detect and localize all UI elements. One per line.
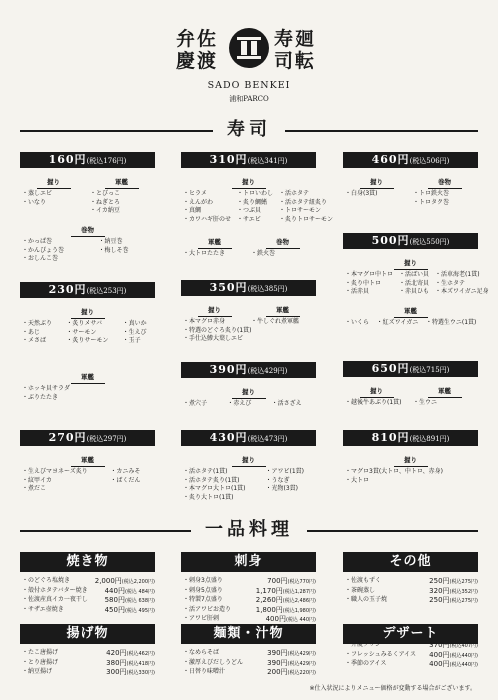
list-item: ・ホッキ貝サラダ xyxy=(22,385,70,392)
list-item: ・活ホタテ(1貫) xyxy=(183,468,228,475)
footer-note: ※仕入状況によりメニュー価格が変動する場合がございます。 xyxy=(309,685,476,692)
list-item: ・ばくだん xyxy=(110,476,141,484)
dish-price xyxy=(267,649,316,659)
dish-price xyxy=(105,596,155,606)
dish-category-bar: 揚げ物 xyxy=(20,624,155,644)
list-item: ・煮だこ xyxy=(22,485,47,492)
list-item: ・トロサーモン xyxy=(279,207,322,214)
dish-price xyxy=(256,606,316,616)
dish-price xyxy=(106,649,155,659)
category-label: 握り xyxy=(181,177,316,189)
dish-price xyxy=(256,596,316,606)
section-title: 一品料理 xyxy=(191,518,307,542)
price-tier-bar xyxy=(20,430,155,446)
list-item xyxy=(345,660,478,670)
tier-price: 810円 xyxy=(371,431,410,444)
list-item: ・赤貝ひも xyxy=(399,288,430,295)
list-item: ・うなぎ xyxy=(265,476,290,484)
list-item: ・手仕込鯵大葉しエビ xyxy=(183,335,244,342)
tier-price: 270円 xyxy=(48,431,87,444)
list-item: ・生ホタテ xyxy=(435,279,466,287)
list-item: ・煮穴子 xyxy=(183,400,208,407)
tax-price: (税込 440円) xyxy=(285,617,316,624)
tax-price: (税込440円) xyxy=(449,652,478,659)
item-list xyxy=(22,468,155,494)
list-item: ・トロいわし xyxy=(237,190,274,197)
list-item: ・本マグロ赤身 xyxy=(183,318,226,325)
list-item: ・とびっこ xyxy=(90,190,121,197)
dish-name: ・殻付ホタテバター焼き xyxy=(22,586,88,594)
item-list xyxy=(183,318,252,344)
category-label: 軍艦 xyxy=(249,305,316,317)
list-item xyxy=(183,649,316,659)
list-item xyxy=(345,577,478,587)
tier-tax-price: (税込473円) xyxy=(247,435,288,443)
item-list xyxy=(251,318,316,327)
list-item: ・炙りトロサーモン xyxy=(279,215,334,223)
item-list xyxy=(90,190,155,216)
price-tier-bar xyxy=(181,362,316,378)
branch-name: 浦和PARCO xyxy=(229,95,269,103)
dish-name: ・なめらそば xyxy=(183,649,220,656)
tax-price: (税込275円) xyxy=(449,598,478,605)
list-item: ・梅しそ巻 xyxy=(98,246,129,254)
category-label: 握り xyxy=(181,455,316,467)
list-item: ・蒸しエビ xyxy=(22,190,53,197)
list-item: ・活ホタテ xyxy=(279,190,310,197)
item-list xyxy=(345,468,478,485)
item-list xyxy=(183,400,316,409)
tax-price: (税込 638円) xyxy=(124,598,155,605)
list-item: ・真鯛 xyxy=(183,207,202,214)
dish-price xyxy=(429,660,478,670)
list-item: ・鉄火巻 xyxy=(251,250,276,257)
list-item: ・ヒラメ xyxy=(183,190,207,197)
tax-price: (税込330円) xyxy=(126,670,155,677)
dish-category-bar: 刺身 xyxy=(181,552,316,572)
item-list xyxy=(251,250,316,259)
dish-price xyxy=(95,577,155,587)
list-item: ・炙り大トロ(1貫) xyxy=(183,493,234,501)
list-item: ・炙りメサバ xyxy=(66,320,102,327)
list-item xyxy=(183,596,316,606)
list-item: ・赤えび xyxy=(227,400,252,407)
list-item xyxy=(22,587,155,597)
dish-price xyxy=(106,668,155,678)
list-item: ・いくら xyxy=(345,319,370,326)
tax-price: (税込418円) xyxy=(126,660,155,667)
tax-price: (税込352円) xyxy=(449,588,478,595)
dish-list xyxy=(183,649,316,678)
list-item xyxy=(22,606,155,616)
list-item: ・本マグロ大トロ(1貫) xyxy=(183,485,246,492)
dish-name: ・たこ唐揚げ xyxy=(22,649,59,656)
dish-price xyxy=(105,587,155,597)
dish-price xyxy=(429,651,478,661)
logo-text-left: 弁佐 慶渡 xyxy=(175,28,218,72)
tier-price: 310円 xyxy=(209,153,248,166)
list-item: ・かんぴょう巻 xyxy=(22,246,65,254)
price-value: 390円 xyxy=(267,649,288,657)
list-item: ・大トロ xyxy=(345,476,370,484)
dish-name: ・激厚えびだしうどん xyxy=(183,658,244,666)
list-item: ・特選のどぐろ炙り(1貫) xyxy=(183,326,252,334)
list-item: ・おしんこ巻 xyxy=(22,255,59,262)
dish-price xyxy=(267,668,316,678)
tax-price: (税込440円) xyxy=(449,662,478,669)
category-label: 握り xyxy=(343,386,410,398)
price-tier-bar xyxy=(181,280,316,296)
dish-price xyxy=(429,577,478,587)
category-label: 巻物 xyxy=(20,225,155,237)
tax-price: (税込2,486円) xyxy=(282,598,316,605)
dish-price xyxy=(267,577,316,587)
list-item xyxy=(22,659,155,669)
item-list xyxy=(22,320,155,346)
dish-name: ・アワビ肝刺 xyxy=(183,615,220,623)
dish-price xyxy=(429,641,478,651)
list-item: ・かっぱ巻 xyxy=(22,238,53,245)
dish-list xyxy=(345,577,478,606)
list-item xyxy=(22,596,155,606)
tier-tax-price: (税込297円) xyxy=(86,435,127,443)
tax-price: (税込2,200円) xyxy=(121,579,155,585)
list-item: ・活赤貝 xyxy=(345,288,370,295)
list-item xyxy=(22,668,155,678)
dish-name: ・フレッシュみるくアイス xyxy=(345,650,416,658)
price-value: 200円 xyxy=(267,668,288,677)
tier-price: 350円 xyxy=(209,281,248,294)
dish-category-bar: 焼き物 xyxy=(20,552,155,572)
section-title: 寿司 xyxy=(213,118,285,142)
list-item: ・炙り鯛鰭 xyxy=(237,198,268,206)
logo-text-right: 寿廻 司転 xyxy=(273,28,316,72)
dish-name: ・のどぐろ塩焼き xyxy=(22,577,71,584)
dish-price xyxy=(429,596,478,606)
price-tier-bar xyxy=(343,233,478,249)
price-tier-bar xyxy=(343,361,478,377)
tier-price: 160円 xyxy=(48,153,87,166)
list-item xyxy=(22,649,155,659)
list-item: ・特選生ウニ(1貫) xyxy=(425,319,477,326)
price-value: 370円 xyxy=(429,641,450,649)
tier-price: 650円 xyxy=(371,362,410,375)
tier-tax-price: (税込550円) xyxy=(409,238,450,246)
list-item: ・ぶりたたき xyxy=(22,393,59,401)
list-item: ・メさば xyxy=(22,337,47,344)
list-item xyxy=(22,577,155,587)
list-item: ・活ホタテ紐炙り xyxy=(279,198,328,206)
list-item: ・紋甲イカ xyxy=(22,476,52,484)
price-value: 450円 xyxy=(104,605,125,614)
tax-price: (税込1,287円) xyxy=(282,588,316,595)
category-label: 軍艦 xyxy=(411,386,478,398)
logo-seal-icon xyxy=(229,28,269,68)
list-item: ・白身(3貫) xyxy=(345,190,378,197)
tax-price: (税込275円) xyxy=(449,579,478,585)
price-value: 300円 xyxy=(106,668,127,677)
list-item: ・マグロ3貫(大トロ、中トロ、赤身) xyxy=(345,468,444,475)
list-item: ・真いか xyxy=(122,320,147,327)
list-item: ・納豆巻 xyxy=(98,238,123,245)
list-item: ・アワビ(1貫) xyxy=(265,468,304,475)
category-label: 巻物 xyxy=(249,237,316,249)
dish-name: ・佐渡もずく xyxy=(345,577,382,584)
list-item: ・活北寄貝 xyxy=(399,279,430,287)
tier-tax-price: (税込429円) xyxy=(247,367,288,375)
section-sushi-header xyxy=(0,118,498,142)
list-item: ・牛しぐれ煮軍艦 xyxy=(251,318,300,325)
price-tier-bar xyxy=(20,152,155,168)
list-item: ・生えび xyxy=(122,328,147,336)
list-item: ・活ばい貝 xyxy=(399,271,430,278)
price-tier-bar xyxy=(343,430,478,446)
dish-name: ・弁慶プリン xyxy=(345,641,381,648)
tax-price: (税込 495円) xyxy=(124,607,155,614)
item-list xyxy=(413,190,478,207)
dish-name: ・活アワビお造り xyxy=(183,605,232,613)
price-value: 400円 xyxy=(265,615,286,624)
category-label: 巻物 xyxy=(411,177,478,189)
dish-price xyxy=(106,659,155,669)
tier-price: 230円 xyxy=(48,283,87,296)
list-item: ・大トロたたき xyxy=(183,250,226,257)
tax-price: (税込407円) xyxy=(449,643,478,649)
list-item: ・つぶ貝 xyxy=(237,207,262,214)
category-label: 握り xyxy=(20,307,155,319)
tax-price: (税込462円) xyxy=(126,651,155,657)
dish-name: ・刺身3点盛り xyxy=(183,577,223,584)
list-item: ・トロタク巻 xyxy=(413,198,450,206)
list-item xyxy=(345,641,478,651)
dish-list xyxy=(345,641,478,670)
price-value: 700円 xyxy=(267,577,288,585)
dish-category-bar: 麺類・汁物 xyxy=(181,624,316,644)
list-item: ・本マグロ中トロ xyxy=(345,271,394,278)
price-value: 400円 xyxy=(429,650,450,659)
price-value: 1,800円 xyxy=(255,605,283,614)
brand-logo xyxy=(0,20,498,110)
tier-price: 430円 xyxy=(209,431,248,444)
tax-price: (税込220円) xyxy=(287,670,316,677)
item-list xyxy=(22,190,87,207)
tier-tax-price: (税込341円) xyxy=(247,157,288,165)
dish-name: ・職人の玉子焼 xyxy=(345,596,388,604)
list-item xyxy=(183,587,316,597)
tier-price: 500円 xyxy=(371,234,410,247)
item-list xyxy=(345,319,478,328)
item-list xyxy=(345,271,489,297)
list-item: ・サーモン xyxy=(66,328,97,336)
list-item: ・生えびマヨネーズ炙り xyxy=(22,468,88,475)
tax-price: (税込 484円) xyxy=(124,588,155,595)
list-item: ・本ズワイガニ足身 xyxy=(435,288,489,295)
dish-name: ・季節のアイス xyxy=(345,660,387,668)
list-item: ・光物(3貫) xyxy=(265,485,298,492)
price-value: 440円 xyxy=(104,586,125,595)
list-item: ・越後牛あぶり(1貫) xyxy=(345,399,402,406)
list-item: ・炙りサーモン xyxy=(66,337,109,344)
dish-name: ・サザエ壺焼き xyxy=(22,605,64,613)
dish-price xyxy=(267,659,316,669)
list-item: ・トロ鉄火巻 xyxy=(413,190,450,197)
dish-name: ・刺身5点盛り xyxy=(183,586,223,594)
category-label: 握り xyxy=(343,177,410,189)
list-item xyxy=(183,606,316,616)
list-item: ・イカ納豆 xyxy=(90,207,120,214)
item-list xyxy=(345,399,410,408)
list-item xyxy=(183,577,316,587)
tier-tax-price: (税込176円) xyxy=(86,157,127,165)
tier-price: 460円 xyxy=(371,153,410,166)
item-list xyxy=(183,468,316,502)
price-value: 2,260円 xyxy=(255,596,283,605)
list-item xyxy=(345,651,478,661)
category-label: 軍艦 xyxy=(181,237,248,249)
dish-list xyxy=(183,577,316,625)
list-item: ・えんがわ xyxy=(183,198,214,206)
price-value: 2,000円 xyxy=(94,577,122,585)
price-value: 400円 xyxy=(429,660,450,669)
dish-category-bar: その他 xyxy=(343,552,478,572)
price-value: 250円 xyxy=(429,596,450,605)
tier-tax-price: (税込715円) xyxy=(409,366,450,374)
item-list xyxy=(183,190,334,224)
category-label: 握り xyxy=(20,177,87,189)
tax-price: (税込770円) xyxy=(287,579,316,585)
item-list xyxy=(22,385,155,402)
item-list xyxy=(413,399,478,408)
price-value: 390円 xyxy=(267,658,288,667)
dish-name: ・納豆揚げ xyxy=(22,668,53,676)
list-item: ・いなり xyxy=(22,198,47,206)
tier-tax-price: (税込506円) xyxy=(409,157,450,165)
list-item: ・玉子 xyxy=(122,337,141,344)
brand-name: SADO BENKEI xyxy=(207,80,291,91)
price-value: 580円 xyxy=(104,596,125,605)
list-item: ・活さざえ xyxy=(271,400,302,407)
list-item: ・サエビ xyxy=(237,215,261,223)
category-label: 握り xyxy=(343,455,478,467)
list-item: ・天然ぶり xyxy=(22,320,53,327)
tax-price: (税込1,980円) xyxy=(282,607,316,614)
dish-category-bar: デザート xyxy=(343,624,478,644)
tax-price: (税込429円) xyxy=(287,660,316,667)
dish-price xyxy=(429,587,478,597)
list-item xyxy=(345,596,478,606)
list-item: ・生ウニ xyxy=(413,399,438,406)
category-label: 軍艦 xyxy=(20,372,155,384)
list-item: ・炙り中トロ xyxy=(345,279,382,287)
category-label: 軍艦 xyxy=(343,306,478,318)
list-item: ・紅ズワイガニ xyxy=(376,319,419,326)
price-tier-bar xyxy=(20,282,155,298)
price-value: 1,170円 xyxy=(255,586,283,595)
dish-name: ・とり唐揚げ xyxy=(22,658,59,666)
price-tier-bar xyxy=(343,152,478,168)
category-label: 握り xyxy=(181,305,248,317)
item-list xyxy=(345,190,410,199)
price-value: 420円 xyxy=(106,649,127,657)
item-list xyxy=(183,250,248,259)
category-label: 握り xyxy=(343,258,478,270)
dish-list xyxy=(22,577,155,615)
price-value: 320円 xyxy=(429,586,450,595)
dish-name: ・佐渡産真イカ一夜干し xyxy=(22,596,88,604)
category-label: 軍艦 xyxy=(20,455,155,467)
list-item: ・活ホタテ炙り(1貫) xyxy=(183,476,240,484)
dish-price xyxy=(105,606,155,616)
dish-name: ・日替り味噌汁 xyxy=(183,668,226,676)
tier-tax-price: (税込385円) xyxy=(247,285,288,293)
dish-name: ・特製7点盛り xyxy=(183,596,223,604)
list-item: ・ねぎとろ xyxy=(90,198,121,206)
list-item xyxy=(345,587,478,597)
item-list xyxy=(22,238,155,264)
category-label: 軍艦 xyxy=(88,177,155,189)
tier-price: 390円 xyxy=(209,363,248,376)
dish-list xyxy=(22,649,155,678)
price-value: 380円 xyxy=(106,658,127,667)
dish-price xyxy=(256,587,316,597)
list-item: ・カニみそ xyxy=(110,468,141,475)
price-value: 250円 xyxy=(429,577,450,585)
list-item: ・活車海老(1貫) xyxy=(435,271,480,278)
list-item: ・カワハギ肝のせ xyxy=(183,215,232,223)
section-ippin-header xyxy=(0,518,498,542)
tier-tax-price: (税込891円) xyxy=(409,435,450,443)
price-tier-bar xyxy=(181,430,316,446)
tier-tax-price: (税込253円) xyxy=(86,287,127,295)
category-label: 握り xyxy=(181,387,316,399)
list-item: ・あじ xyxy=(22,328,41,336)
dish-name: ・茶碗蒸し xyxy=(345,586,376,594)
tax-price: (税込429円) xyxy=(287,651,316,657)
list-item xyxy=(183,659,316,669)
list-item xyxy=(183,668,316,678)
price-tier-bar xyxy=(181,152,316,168)
